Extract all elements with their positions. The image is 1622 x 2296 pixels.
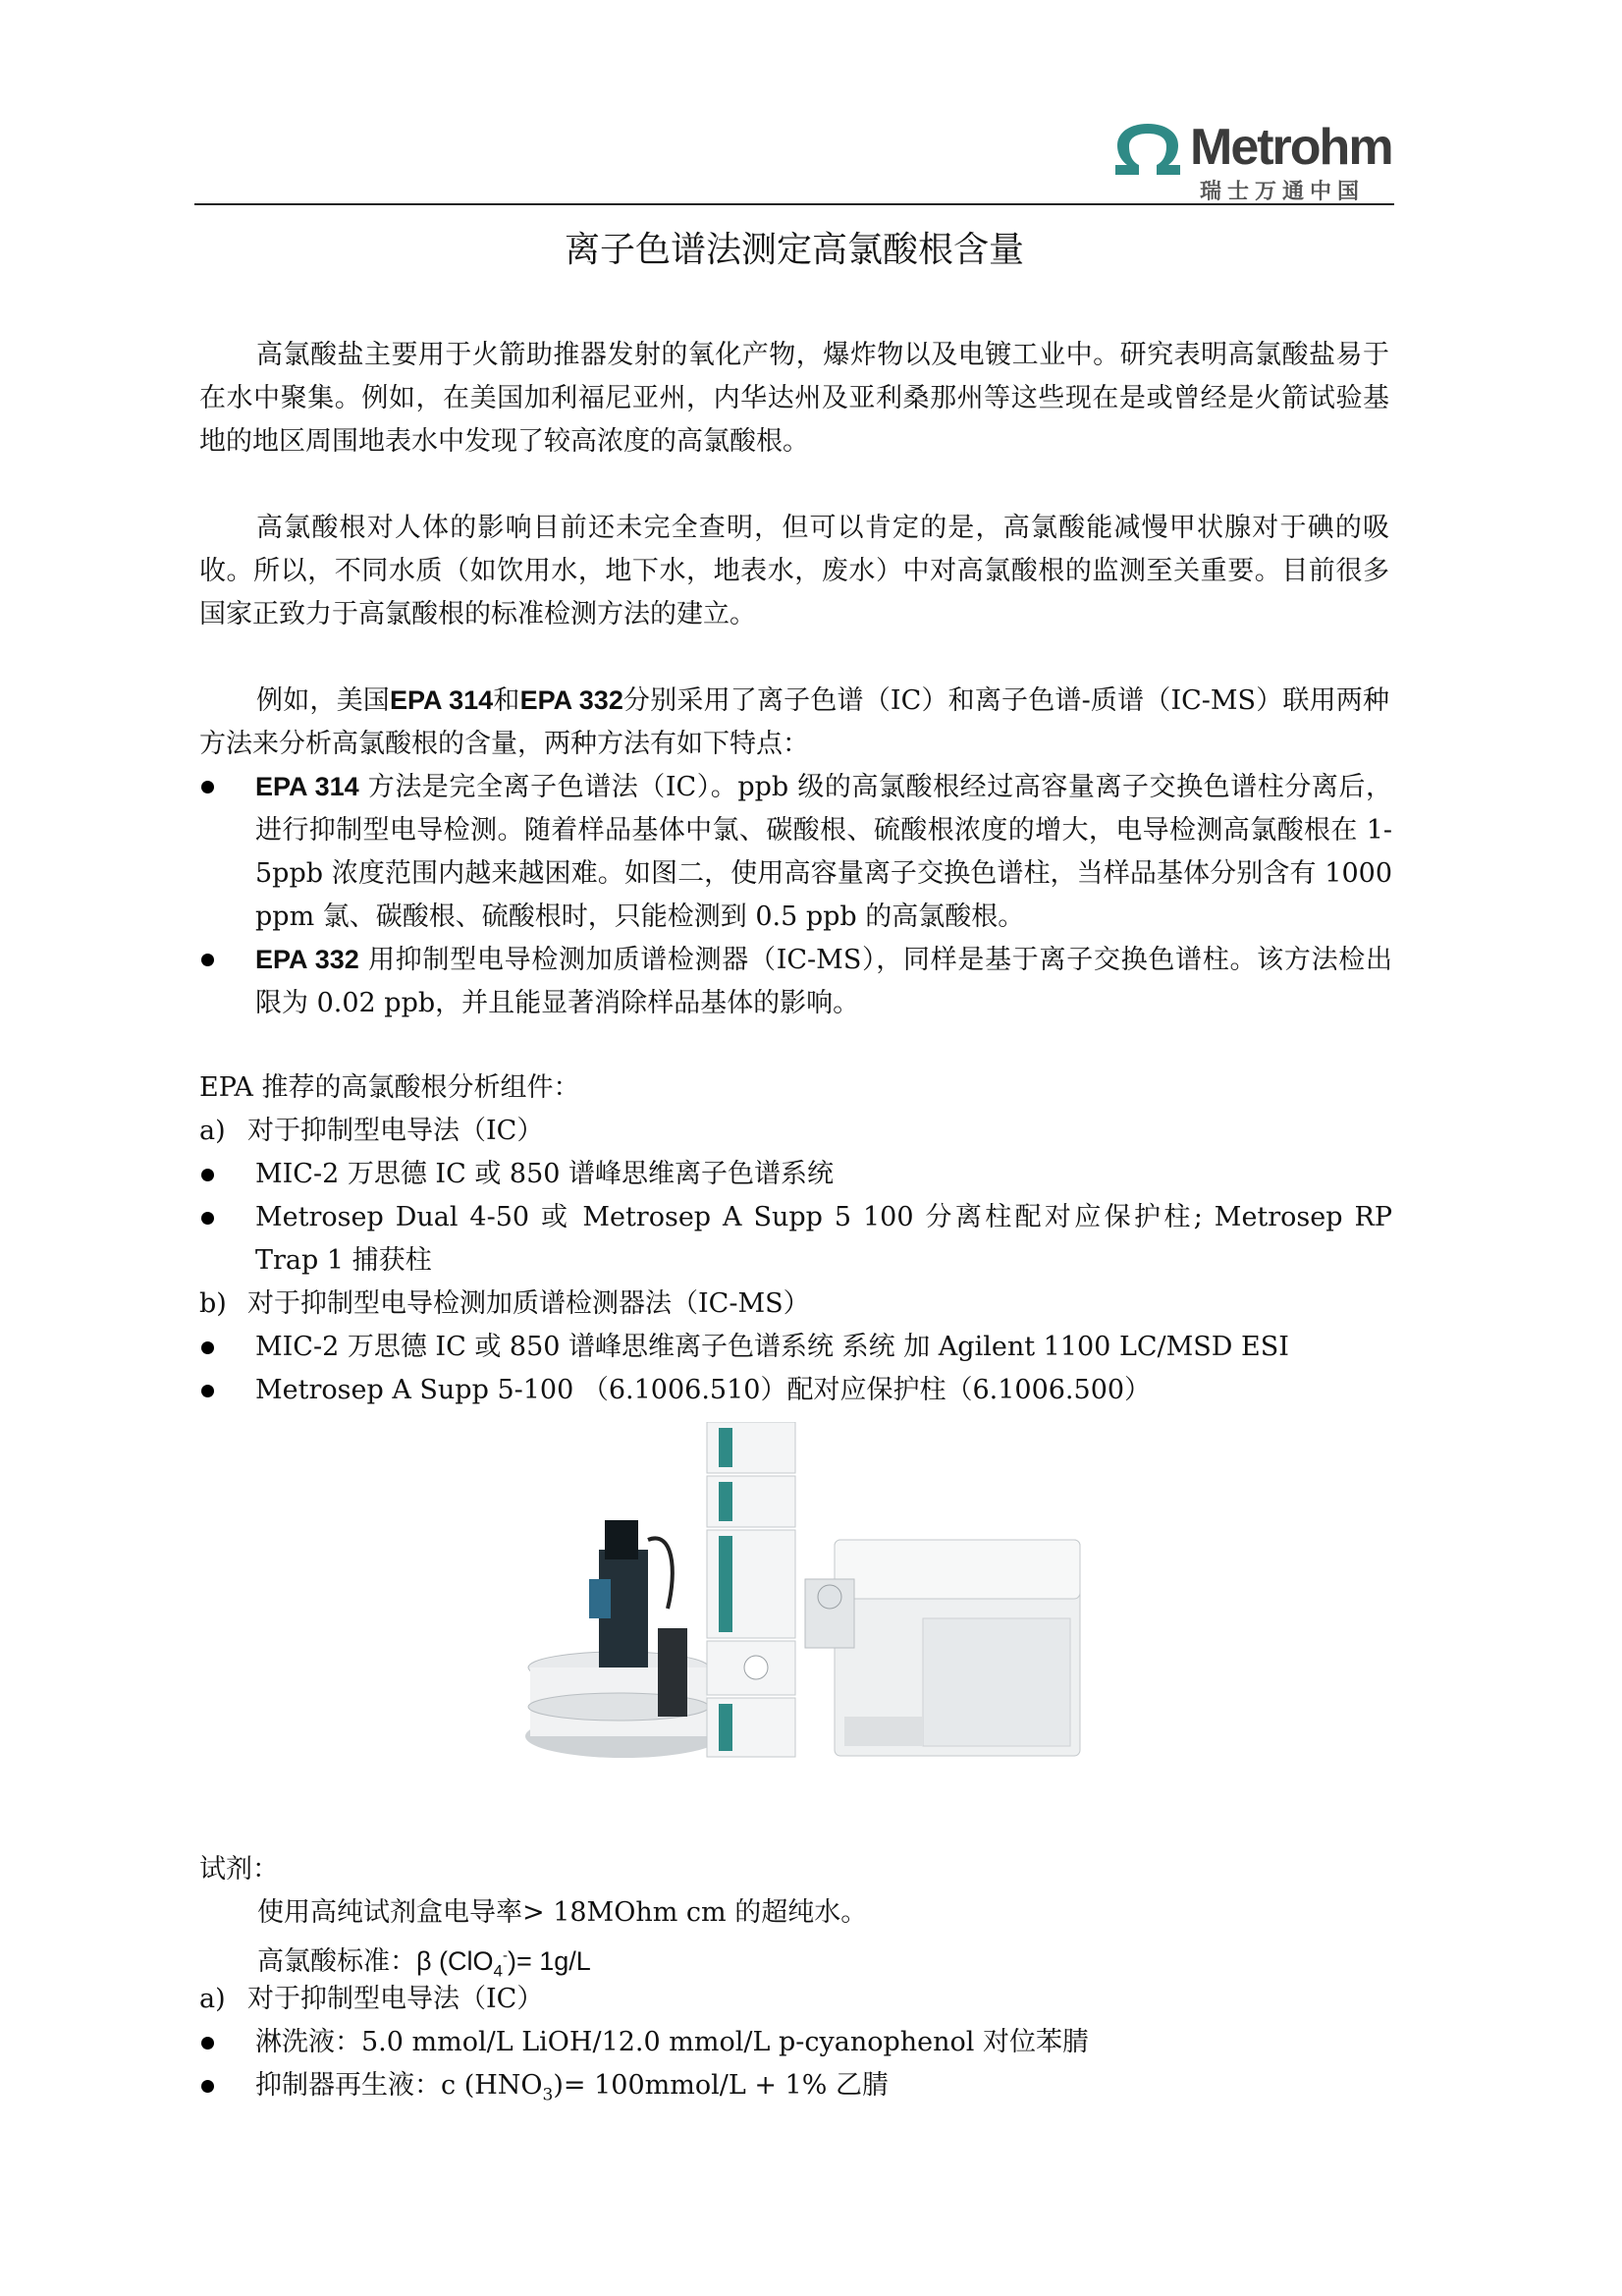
reagents-a-title: 对于抑制型电导法（IC） (247, 1984, 544, 2014)
logo-wordmark: Metrohm (1190, 119, 1392, 176)
page-title: 离子色谱法测定高氯酸根含量 (564, 230, 1024, 270)
metrohm-logo (1109, 116, 1394, 204)
intro-p3-text-b: 和 (493, 685, 520, 716)
method-text: 用抑制型电导检测加质谱检测器（IC-MS），同样是基于离子交换色谱柱。该方法检出限为 0.02 ppb，并且能显著消除样品基体的影响。 (255, 945, 1392, 1018)
ic-ms-instrument-photo (511, 1422, 1111, 1777)
components-b-label: b) (199, 1288, 227, 1319)
component-item: MIC-2 万思德 IC 或 850 谱峰思维离子色谱系统 系统 加 Agilent 1100 LC/MSD ESI (255, 1332, 1289, 1362)
standard-label: 高氯酸标准： (257, 1946, 416, 1977)
component-item: Metrosep Dual 4-50 或 Metrosep A Supp 5 100 分离柱配对应保护柱; Metrosep RP Trap 1 捕获柱 (255, 1202, 1392, 1276)
bullet-icon (201, 1385, 214, 1397)
components-heading: EPA 推荐的高氯酸根分析组件： (199, 1072, 580, 1103)
method-item-epa332 (255, 938, 1392, 1025)
reagent-regenerant (255, 2064, 1392, 2116)
omega-logo-icon (1109, 122, 1186, 177)
intro-paragraph-2: 高氯酸根对人体的影响目前还未完全查明，但可以肯定的是，高氯酸能减慢甲状腺对于碘的吸收。所以，不同水质（如饮用水，地下水，地表水，废水）中对高氯酸根的监测至关重要。目前很多国家正致力于高氯酸根的标准检测方法的建立。 (199, 513, 1389, 629)
component-item: MIC-2 万思德 IC 或 850 谱峰思维离子色谱系统 (255, 1159, 835, 1189)
intro-paragraph-3 (199, 679, 1389, 766)
reagent-eluent: 淋洗液：5.0 mmol/L LiOH/12.0 mmol/L p-cyanophenol 对位苯腈 (255, 2027, 1090, 2057)
components-a-label: a) (199, 1116, 226, 1146)
method-name: EPA 314 (255, 772, 359, 801)
standard-superscript: - (503, 1947, 508, 1964)
reagent-water: 使用高纯试剂盒电导率> 18MOhm cm 的超纯水。 (257, 1897, 868, 1928)
regenerant-subscript: 3 (542, 2085, 554, 2105)
components-b-title: 对于抑制型电导检测加质谱检测器法（IC-MS） (247, 1288, 810, 1319)
intro-p3-text-a: 例如，美国 (256, 685, 390, 716)
intro-paragraph-1: 高氯酸盐主要用于火箭助推器发射的氧化产物，爆炸物以及电镀工业中。研究表明高氯酸盐易于在水中聚集。例如，在美国加利福尼亚州，内华达州及亚利桑那州等这些现在是或曾经是火箭试验基地的地区周围地表水中发现了较高浓度的高氯酸根。 (199, 340, 1389, 457)
bullet-icon (201, 2037, 214, 2050)
component-item: Metrosep A Supp 5-100 （6.1006.510）配对应保护柱（6.1006.500） (255, 1375, 1152, 1405)
method-text: 方法是完全离子色谱法（IC）。ppb 级的高氯酸根经过高容量离子交换色谱柱分离后，进行抑制型电导检测。随着样品基体中氯、碳酸根、硫酸根浓度的增大，电导检测高氯酸根在 1-5ppb 浓度范围内越来越困难。如图二，使用高容量离子交换色谱柱，当样品基体分别含有 1000 ppm 氯、碳酸根、硫酸根时，只能检测到 0.5 ppb 的高氯酸根。 (255, 772, 1392, 932)
bullet-icon (201, 2080, 214, 2093)
intro-p3-text-c: 分别采用了离子色谱（IC）和离子色谱-质谱（IC-MS）联用两种方法来分析高氯酸根的含量，两种方法有如下特点： (199, 685, 1390, 759)
standard-tail: )= 1g/L (508, 1946, 591, 1976)
regenerant-text-a: 抑制器再生液：c (HNO (255, 2070, 543, 2101)
bullet-icon (201, 1341, 214, 1354)
bullet-icon (201, 1212, 214, 1225)
header-divider (194, 203, 1394, 205)
bullet-icon (201, 1169, 214, 1181)
method-name: EPA 332 (255, 945, 359, 974)
method-item-epa314 (255, 765, 1392, 939)
standard-subscript: 4 (493, 1961, 503, 1981)
epa-332-label: EPA 332 (519, 685, 623, 715)
logo-subtitle: 瑞士万通中国 (1200, 180, 1366, 204)
bullet-icon (201, 781, 214, 793)
reagents-heading: 试剂： (199, 1854, 279, 1885)
regenerant-text-b: )= 100mmol/L + 1% 乙腈 (553, 2070, 889, 2101)
reagents-a-label: a) (199, 1984, 226, 2014)
components-a-title: 对于抑制型电导法（IC） (247, 1116, 544, 1146)
bullet-icon (201, 954, 214, 966)
epa-314-label: EPA 314 (389, 685, 494, 715)
standard-formula: β (ClO (416, 1946, 494, 1976)
